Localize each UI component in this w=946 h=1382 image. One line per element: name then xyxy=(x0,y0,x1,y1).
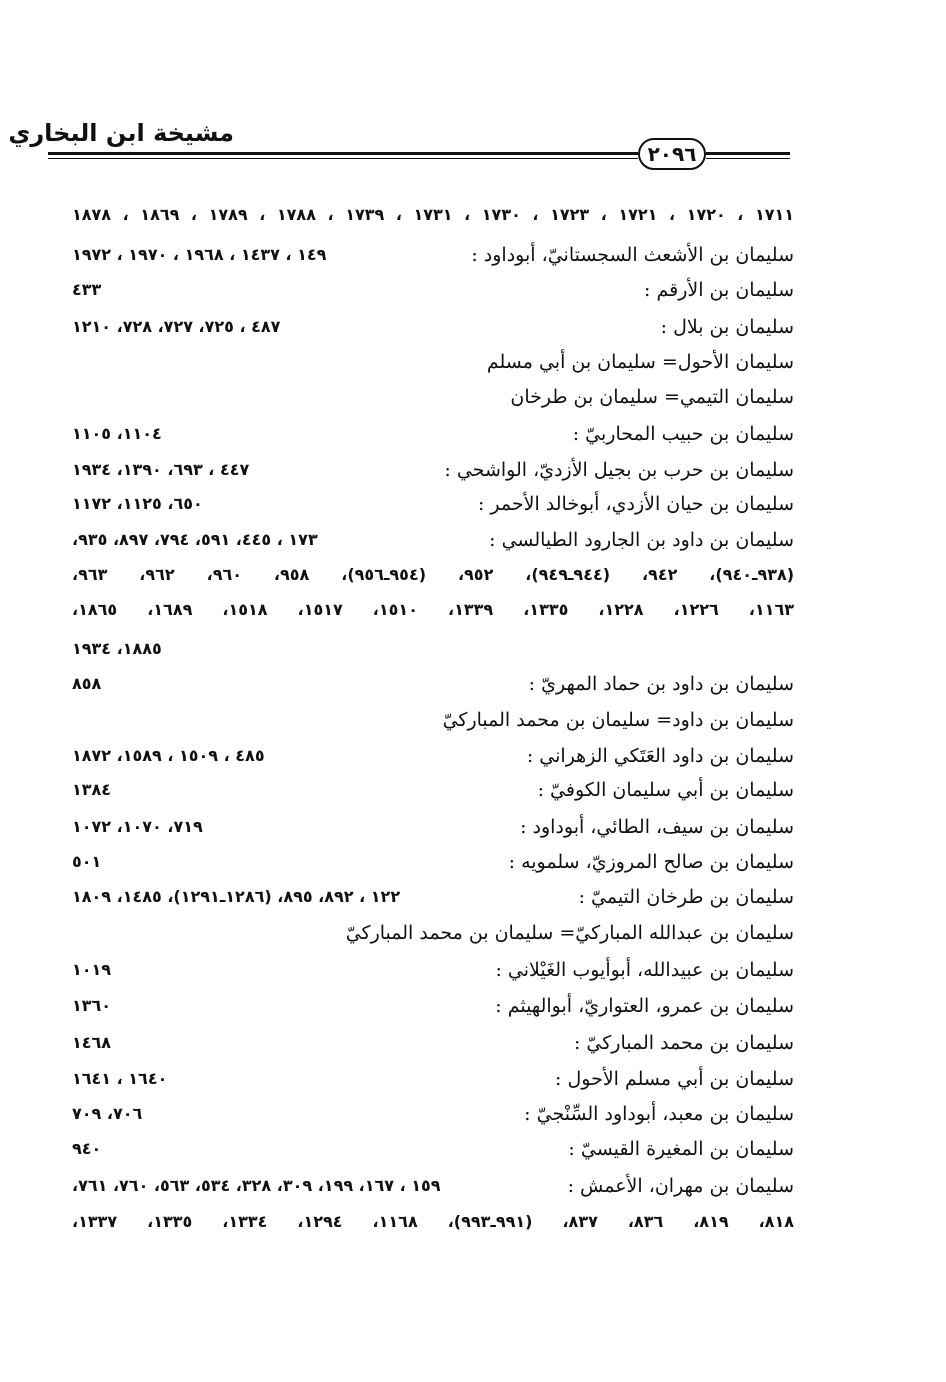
entry-name: سليمان بن عمرو، العتواريّ، أبوالهيثم : xyxy=(495,995,794,1017)
index-entry xyxy=(72,845,794,879)
index-entry xyxy=(72,198,794,232)
index-entry xyxy=(72,487,794,521)
index-entry xyxy=(72,273,794,307)
entry-references: ٨٥٨ xyxy=(72,674,102,693)
entry-references: ٤٤٧ ، ٦٩٣، ١٣٩٠، ١٩٣٤ xyxy=(72,460,250,479)
entry-name: سليمان الأحول= سليمان بن أبي مسلم xyxy=(486,351,794,373)
entry-name: سليمان بن سيف، الطائي، أبوداود : xyxy=(520,816,794,838)
index-entry xyxy=(72,953,794,987)
index-entry xyxy=(72,593,794,627)
header-rule-right-thin xyxy=(706,158,790,159)
header-rule-left-thin xyxy=(48,158,638,159)
entry-references: ١٣٨٤ xyxy=(72,780,112,799)
index-entry xyxy=(72,739,794,773)
index-entry xyxy=(72,380,794,414)
entry-references: ١٠١٩ xyxy=(72,960,112,979)
entry-references: ٩٤٠ xyxy=(72,1139,102,1158)
index-entry xyxy=(72,667,794,701)
entry-references: ١٤٩ ، ١٤٣٧ ، ١٩٦٨ ، ١٩٧٠ ، ١٩٧٢ xyxy=(72,245,327,264)
entry-references: ١٢٢ ، ٨٩٢، ٨٩٥، (١٢٨٦ـ١٢٩١)، ١٤٨٥، ١٨٠٩ xyxy=(72,887,401,906)
index-entry xyxy=(72,773,794,807)
entry-name: سليمان بن حرب بن بجيل الأزديّ، الواشحي : xyxy=(444,459,794,481)
entry-name: سليمان بن حبيب المحاربيّ : xyxy=(572,423,794,445)
entry-references: ١٤٦٨ xyxy=(72,1033,112,1052)
entry-name: سليمان بن داود= سليمان بن محمد المباركيّ xyxy=(442,709,794,731)
index-entry xyxy=(72,703,794,737)
header-rule-left xyxy=(48,152,638,155)
entry-name: سليمان بن حيان الأزدي، أبوخالد الأحمر : xyxy=(477,493,794,515)
entry-name: سليمان بن الأشعث السجستانيّ، أبوداود : xyxy=(471,244,794,266)
entry-references: ٤٨٧ ، ٧٢٥، ٧٢٧، ٧٢٨، ١٢١٠ xyxy=(72,317,281,336)
index-entry xyxy=(72,1097,794,1131)
entry-references: ١٧٣ ، ٤٤٥، ٥٩١، ٧٩٤، ٨٩٧، ٩٣٥، xyxy=(72,530,318,549)
index-entry xyxy=(72,558,794,592)
entry-name: سليمان بن معبد، أبوداود السِّنْجيّ : xyxy=(524,1103,794,1125)
index-entry xyxy=(72,1026,794,1060)
entry-name: سليمان بن عبيدالله، أبوأيوب الغَيْلاني : xyxy=(495,959,794,981)
index-entry xyxy=(72,880,794,914)
entry-name: سليمان بن أبي سليمان الكوفيّ : xyxy=(537,779,794,801)
index-entry xyxy=(72,310,794,344)
entry-references-continued: ٨١٨، ٨١٩، ٨٣٦، ٨٣٧، (٩٩١ـ٩٩٣)، ١١٦٨، ١٢٩٤، ١٣٣٤، ١٣٣٥، ١٣٣٧، xyxy=(72,1212,794,1231)
index-entry xyxy=(72,523,794,557)
running-header-title: مشيخة ابن البخاري xyxy=(8,119,234,147)
entry-references: ٧٠٦، ٧٠٩ xyxy=(72,1104,143,1123)
entry-name: سليمان بن المغيرة القيسيّ : xyxy=(568,1138,794,1160)
index-entry xyxy=(72,1169,794,1203)
entry-references: ١٥٩ ، ١٦٧، ١٩٩، ٣٠٩، ٣٢٨، ٥٣٤، ٥٦٣، ٧٦٠، ٧٦١، xyxy=(72,1176,441,1195)
entry-references: ١٣٦٠ xyxy=(72,996,112,1015)
index-entry xyxy=(72,238,794,272)
index-entry xyxy=(72,1205,794,1239)
header-rule-right xyxy=(706,152,790,155)
index-entry xyxy=(72,1062,794,1096)
index-entry xyxy=(72,989,794,1023)
entry-references-continued: ١٨٨٥، ١٩٣٤ xyxy=(72,639,162,658)
index-entry xyxy=(72,1132,794,1166)
entry-references: ٤٣٣ xyxy=(72,280,102,299)
entry-name: سليمان بن داود بن حماد المهريّ : xyxy=(528,673,794,695)
entry-name: سليمان بن عبدالله المباركيّ= سليمان بن محمد المباركيّ xyxy=(345,922,794,944)
entry-references: ١٦٤٠ ، ١٦٤١ xyxy=(72,1069,168,1088)
entry-name: سليمان بن محمد المباركيّ : xyxy=(573,1032,794,1054)
entry-references: ٧١٩، ١٠٧٠، ١٠٧٢ xyxy=(72,817,203,836)
entry-name: سليمان بن الأرقم : xyxy=(644,279,794,301)
entry-references-continued: ١٧١١ ، ١٧٢٠ ، ١٧٢١ ، ١٧٢٣ ، ١٧٣٠ ، ١٧٣١ ، ١٧٣٩ ، ١٧٨٨ ، ١٧٨٩ ، ١٨٦٩ ، ١٨٧٨ xyxy=(72,205,795,224)
entry-name: سليمان التيمي= سليمان بن طرخان xyxy=(510,386,794,408)
entry-name: سليمان بن صالح المروزيّ، سلمويه : xyxy=(508,851,794,873)
page-number: ٢٠٩٦ xyxy=(638,138,706,170)
index-entry xyxy=(72,916,794,950)
entry-name: سليمان بن مهران، الأعمش : xyxy=(567,1175,794,1197)
entry-references: ٥٠١ xyxy=(72,852,102,871)
index-entry xyxy=(72,810,794,844)
entry-name: سليمان بن داود العَتَكي الزهراني : xyxy=(526,745,794,767)
entry-name: سليمان بن أبي مسلم الأحول : xyxy=(555,1068,794,1090)
index-entry xyxy=(72,632,794,666)
entry-references: ١١٠٤، ١١٠٥ xyxy=(72,424,162,443)
index-entry xyxy=(72,345,794,379)
entry-references: ٤٨٥ ، ١٥٠٩ ، ١٥٨٩، ١٨٧٢ xyxy=(72,746,265,765)
index-entry xyxy=(72,417,794,451)
entry-references: ٦٥٠، ١١٢٥، ١١٧٢ xyxy=(72,494,203,513)
entry-name: سليمان بن داود بن الجارود الطيالسي : xyxy=(489,529,794,551)
entry-name: سليمان بن بلال : xyxy=(660,316,794,338)
index-entry xyxy=(72,453,794,487)
entry-references-continued: (٩٣٨ـ٩٤٠)، ٩٤٢، (٩٤٤ـ٩٤٩)، ٩٥٢، (٩٥٤ـ٩٥٦)، ٩٥٨، ٩٦٠، ٩٦٢، ٩٦٣، xyxy=(72,565,795,584)
entry-name: سليمان بن طرخان التيميّ : xyxy=(578,886,794,908)
entry-references-continued: ١١٦٣، ١٢٢٦، ١٢٢٨، ١٣٣٥، ١٣٣٩، ١٥١٠، ١٥١٧، ١٥١٨، ١٦٨٩، ١٨٦٥، xyxy=(72,600,794,619)
